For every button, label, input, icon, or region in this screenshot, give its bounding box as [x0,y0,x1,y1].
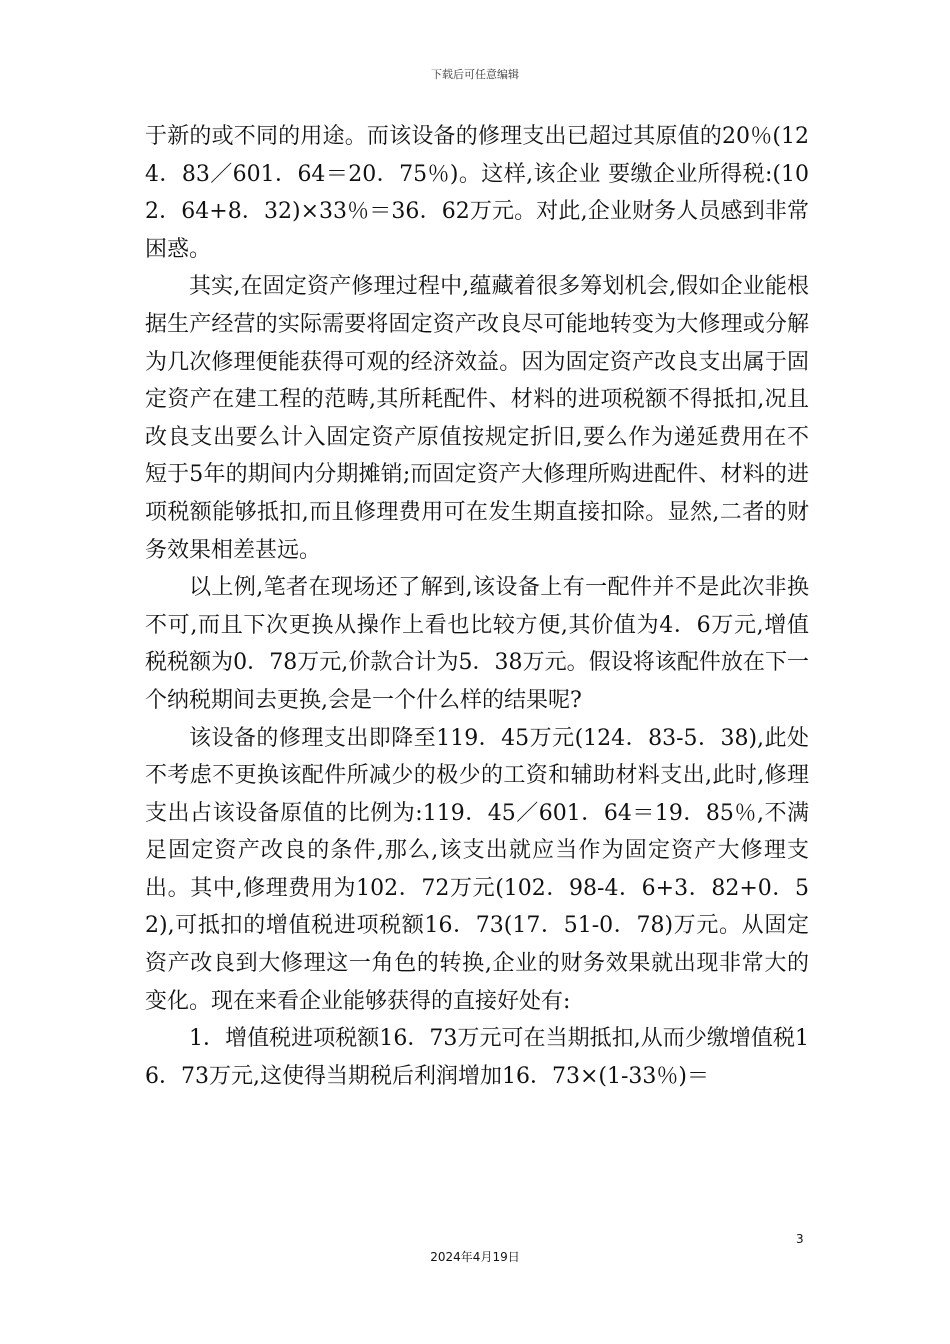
paragraph: 以上例,笔者在现场还了解到,该设备上有一配件并不是此次非换不可,而且下次更换从操作上看也比较方便,其价值为4．6万元,增值税税额为0．78万元,价款合计为5．38万元。假设将该配件放在下一个纳税期间去更换,会是一个什么样的结果呢? [145,575,809,713]
page-footer-date: 2024年4月19日 [430,1250,520,1264]
page-number: 3 [796,1232,804,1246]
paragraph: 于新的或不同的用途。而该设备的修理支出已超过其原值的20％(124．83／601．64＝20．75％)。这样,该企业 要缴企业所得税:(102．64+8．32)×33％＝36．62万元。对此,企业财务人员感到非常困惑。 [145,124,809,262]
page-header: 下载后可任意编辑 [431,68,519,81]
document-body [145,118,809,1095]
paragraph: 1．增值税进项税额16．73万元可在当期抵扣,从而少缴增值税16．73万元,这使得当期税后利润增加16．73×(1-33％)＝ [145,1026,809,1089]
paragraph: 其实,在固定资产修理过程中,蕴藏着很多筹划机会,假如企业能根据生产经营的实际需要将固定资产改良尽可能地转变为大修理或分解为几次修理便能获得可观的经济效益。因为固定资产改良支出属于固定资产在建工程的范畴,其所耗配件、材料的进项税额不得抵扣,况且改良支出要么计入固定资产原值按规定折旧,要么作为递延费用在不短于5年的期间内分期摊销;而固定资产大修理所购进配件、材料的进项税额能够抵扣,而且修理费用可在发生期直接扣除。显然,二者的财务效果相差甚远。 [145,274,809,563]
paragraph: 该设备的修理支出即降至119．45万元(124．83-5．38),此处不考虑不更换该配件所减少的极少的工资和辅助材料支出,此时,修理支出占该设备原值的比例为:119．45／601．64＝19．85％,不满足固定资产改良的条件,那么,该支出就应当作为固定资产大修理支出。其中,修理费用为102．72万元(102．98-4．6+3．82+0．52),可抵扣的增值税进项税额16．73(17．51-0．78)万元。从固定资产改良到大修理这一角色的转换,企业的财务效果就出现非常大的变化。现在来看企业能够获得的直接好处有: [145,725,809,1014]
